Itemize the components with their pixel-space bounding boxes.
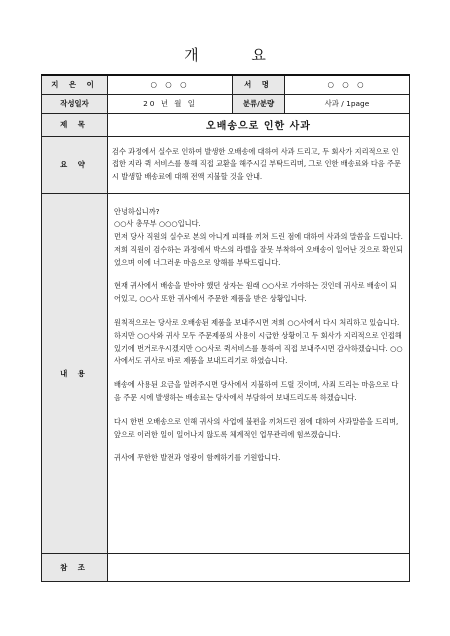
reference-label: 참 조 <box>42 553 108 581</box>
summary-form-table <box>41 74 410 582</box>
content-paragraph-request: 원칙적으로는 당사로 오배송된 제품을 보내주시면 저희 ○○사에서 다시 처리하고 있습니다. 하지만 ○○사와 귀사 모두 주문제품의 사용이 시급한 상황이고 두 회사가 지리적으로 인접해 있기에 번거로우시겠지만 ○○사로 퀵서비스를 통하여 직접 보내주시면 감사하겠습니다. ○○사에서도 귀사로 바로 제품을 보내드리기로 하였습니다. <box>114 318 403 366</box>
reference-row <box>42 553 410 581</box>
content-paragraph-situation: 현재 귀사에서 배송을 받아야 했던 상자는 원래 ○○사로 가야하는 것인데 귀사로 배송이 되어있고, ○○사 또한 귀사에서 주문한 제품을 받은 상황입니다. <box>114 281 397 304</box>
subject-label: 제 목 <box>42 113 108 136</box>
author-row <box>42 75 410 94</box>
author-value: ○ ○ ○ <box>108 75 233 94</box>
content-paragraph-closing: 귀사에 무한한 발전과 영광이 함께하기를 기원합니다. <box>114 453 281 463</box>
content-paragraph-greeting: 안녕하십니까? ○○사 총무부 ○○○입니다. 먼저 당사 직원의 실수로 본의 아니게 피해를 끼쳐 드린 점에 대하여 사과의 말씀을 드립니다. 저희 직원이 검수하는 과정에서 박스의 라벨을 잘못 부착하여 오배송이 일어난 것으로 확인되었으며 이에 너그러운 마음으로 양해를 부탁드립니다. <box>114 206 403 267</box>
content-label: 내 용 <box>42 193 108 553</box>
summary-row <box>42 136 410 193</box>
summary-value: 검수 과정에서 실수로 인하여 발생한 오배송에 대하여 사과 드리고, 두 회사가 지리적으로 인접한 지라 퀵 서비스를 통해 직접 교환을 해주시길 부탁드리며, 그로 인한 배송료와 다음 주문시 발생할 배송료에 대해 전액 지불할 것을 안내. <box>108 136 410 193</box>
date-value: 20 년 월 일 <box>108 94 233 113</box>
content-row <box>42 193 410 553</box>
date-row <box>42 94 410 113</box>
signature-value: ○ ○ ○ <box>285 75 410 94</box>
subject-value: 오배송으로 인한 사과 <box>108 113 410 136</box>
date-label: 작성일자 <box>42 94 108 113</box>
content-body <box>108 193 410 553</box>
category-label: 분류/분량 <box>233 94 285 113</box>
content-paragraph-apology: 다시 한번 오배송으로 인해 귀사의 사업에 불편을 끼쳐드린 점에 대하여 사과말씀을 드리며, 앞으로 이러한 일이 일어나지 않도록 체계적인 업무관리에 힘쓰겠습니다. <box>114 416 399 439</box>
signature-label: 서 명 <box>233 75 285 94</box>
subject-row <box>42 113 410 136</box>
summary-label: 요 약 <box>42 136 108 193</box>
content-paragraph-shipping-fee: 배송에 사용된 요금을 알려주시면 당사에서 지불하여 드릴 것이며, 사죄 드리는 마음으로 다음 주문 시에 발생하는 배송료는 당사에서 부담하여 보내드리도록 하겠습니다. <box>114 380 399 403</box>
document-title: 개 요 <box>184 46 290 64</box>
category-value: 사과 / 1page <box>285 94 410 113</box>
author-label: 지 은 이 <box>42 75 108 94</box>
reference-value <box>108 553 410 581</box>
